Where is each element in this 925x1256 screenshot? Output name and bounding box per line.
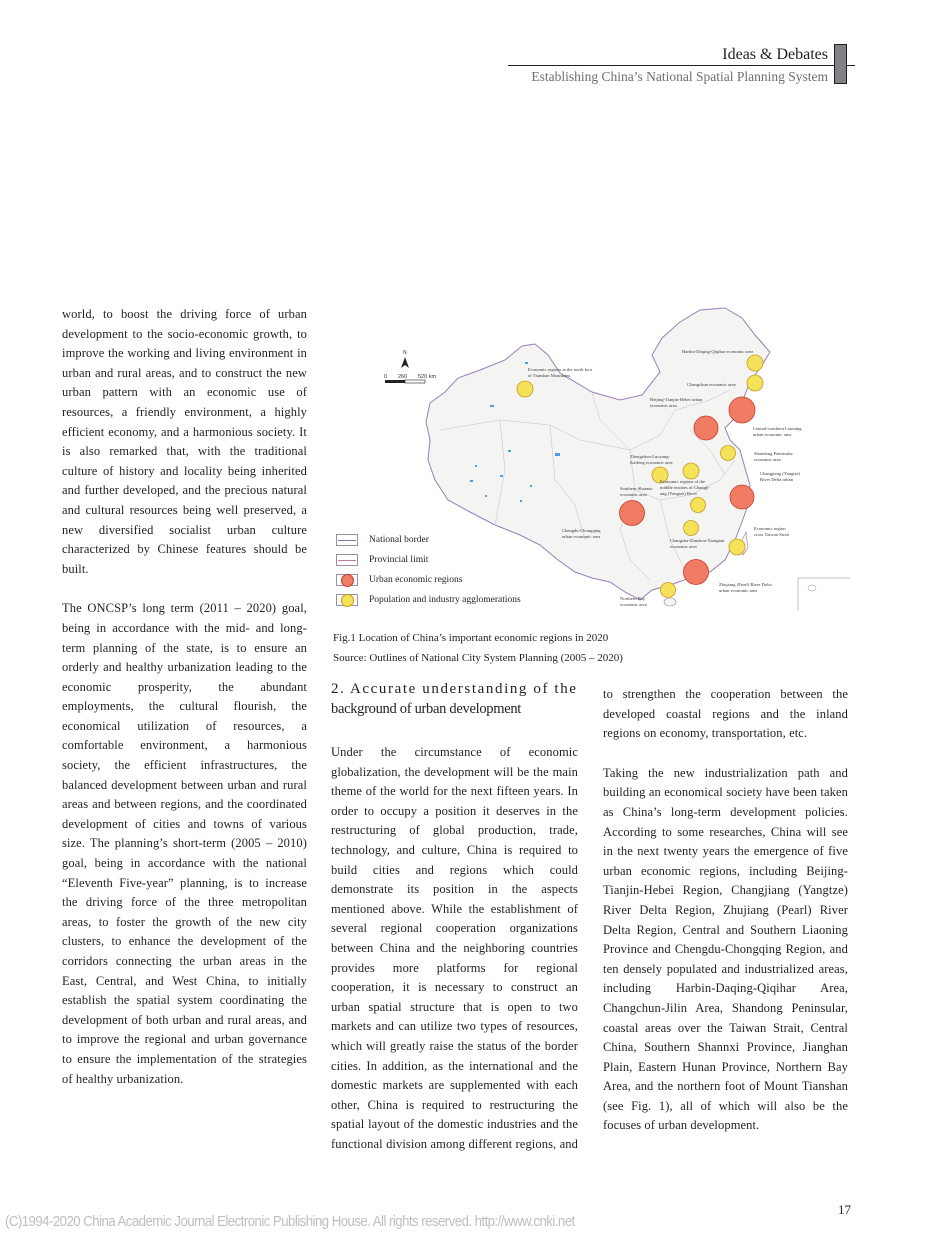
body-paragraph: Taking the new industrialization path and building an economical society have been taken as China’s long-term development policies. According to some researches, China will see in the next twenty years the emergence of five urban economic regions, including Beijing-Tianjin-Hebei Region, Changjiang (Yangtze) River Delta Region, Zhujiang (Pearl) River Delta Region, Central and Southern Liaoning Province and Chengdu-Chongqing Region, and ten densely populated and industrialized areas, including Harbin-Daqing-Qiqihar Area, Changchun-Jilin Area, Shandong Peninsular, coastal areas over the Taiwan Strait, Central China, Southern Shannxi Province, Jianghan Plain, Eastern Hunan Province, Northern Bay Area, and the northern foot of Mount Tianshan (see Fig. 1), all of which will also be the focuses of urban development. xyxy=(603,765,848,1133)
section-label: Ideas & Debates xyxy=(722,46,828,63)
svg-text:urban economic area: urban economic area xyxy=(562,534,601,539)
legend-label: National border xyxy=(369,535,429,545)
legend-item-urban-economic-regions xyxy=(336,570,521,590)
page-number: 17 xyxy=(838,1202,851,1217)
svg-text:Zhujiang (Pearl) River Delta: Zhujiang (Pearl) River Delta xyxy=(719,582,772,587)
provincial-limit-swatch-icon xyxy=(336,554,358,566)
svg-text:Chengdu-Chongqing: Chengdu-Chongqing xyxy=(562,528,601,533)
legend-label: Provincial limit xyxy=(369,555,429,565)
svg-text:urban economic area: urban economic area xyxy=(719,588,758,593)
svg-text:Economic region: Economic region xyxy=(754,526,786,531)
legend-item-provincial-limit xyxy=(336,550,521,570)
svg-text:economic area: economic area xyxy=(620,492,647,497)
body-paragraph: Under the circumstance of economic globalization, the development will be the main theme of the world for the next fifteen years. In order to occupy a position it deserves in the restructuring of global production, trade, technology, and culture, China is required to build cities and regions which could demonstrate its position in the aspects mentioned above. While the establishment of several regional cooperation organizations between China and the neighboring countries provides more platforms for regional cooperation, it is necessary to construct an urban spatial structure that is open to two markets and can utilize two types of resources, which will greatly raise the status of the border cities. In addition, as the international and the domestic markets are supplemented with each other, China is required to restructuring the spatial layout of the domestic industries and the functional division among different regions, and xyxy=(331,745,578,1151)
column-3 xyxy=(603,685,848,1136)
legend-label: Population and industry agglomerations xyxy=(369,595,521,605)
svg-text:economic area: economic area xyxy=(650,403,677,408)
svg-text:520 km: 520 km xyxy=(418,374,437,380)
article-subtitle: Establishing China’s National Spatial Planning System xyxy=(531,69,828,84)
body-paragraph: The ONCSP’s long term (2011 – 2020) goal, being in accordance with the mid- and long-term planning of the state, is to ensure an orderly and healthy urbanization leading to the economic prosperity, the abundant employments, the cultural flourish, the economical utilization of resources, a comfortable environment, a harmonious society, the efficient infrastructures, the balanced development between urban and rural areas and between regions, and the coordinated development of cities and towns of various size. The planning’s short-term (2005 – 2010) goal, being in accordance with the national “Eleventh Five-year” planning, is to increase the driving force of the three metropolitan areas, to foster the growth of the new city clusters, to enhance the development of the corridors connecting the urban areas in the East, Central, and West China, to initially establish the spatial system coordinating the development of both urban and rural areas, and to improve the regional and urban governance to ensure the implementation of the strategies of healthy urbanization. xyxy=(62,601,307,1086)
svg-text:ang (Yangtze) River: ang (Yangtze) River xyxy=(660,491,698,496)
svg-text:Beijing-Tianjin-Hebei urban: Beijing-Tianjin-Hebei urban xyxy=(650,397,703,402)
svg-text:middle reaches of Changji-: middle reaches of Changji- xyxy=(660,485,710,490)
svg-text:Economic regions of the: Economic regions of the xyxy=(660,479,706,484)
svg-text:Northern Bay: Northern Bay xyxy=(620,596,646,601)
body-paragraph: to strengthen the cooperation between the developed coastal regions and the inland regions on economy, transportation, etc. xyxy=(603,687,848,741)
caption-source: Source: Outlines of National City System Planning (2005 – 2020) xyxy=(333,652,623,664)
svg-text:Harbin-Daqing-Qiqihar economic: Harbin-Daqing-Qiqihar economic area xyxy=(682,349,754,354)
map-legend xyxy=(336,530,521,610)
svg-text:Changchun economic area: Changchun economic area xyxy=(687,382,736,387)
section-tab-marker xyxy=(834,44,847,84)
caption-title: Fig.1 Location of China’s important economic regions in 2020 xyxy=(333,632,609,644)
svg-text:economic area: economic area xyxy=(754,457,781,462)
svg-text:Economic regions at the north: Economic regions at the north foot xyxy=(528,367,592,372)
svg-text:Kaifeng economic area: Kaifeng economic area xyxy=(630,460,673,465)
header-rule xyxy=(508,65,855,66)
copyright-footer: (C)1994-2020 China Academic Journal Electronic Publishing House. All rights reserved. http://www.cnki.net xyxy=(5,1213,575,1230)
section-heading-line-1: 2. Accurate understanding of the xyxy=(331,681,578,697)
svg-text:economic area: economic area xyxy=(670,544,697,549)
legend-item-agglomerations xyxy=(336,590,521,610)
south-china-sea-inset xyxy=(798,578,850,610)
svg-text:Shandong Peninsular: Shandong Peninsular xyxy=(754,451,793,456)
svg-text:cross Taiwan Strait: cross Taiwan Strait xyxy=(754,532,790,537)
svg-text:Changjiang (Yangtze): Changjiang (Yangtze) xyxy=(760,471,801,476)
red-circle-icon xyxy=(336,574,358,586)
figure-caption xyxy=(333,628,623,668)
column-1 xyxy=(62,305,307,1089)
legend-item-national-border xyxy=(336,530,521,550)
column-2 xyxy=(331,743,578,1154)
svg-text:economic area: economic area xyxy=(620,602,647,607)
svg-text:River Delta urban: River Delta urban xyxy=(760,477,793,482)
svg-text:of Tianshan Mountains: of Tianshan Mountains xyxy=(528,373,571,378)
national-border-swatch-icon xyxy=(336,534,358,546)
legend-label: Urban economic regions xyxy=(369,575,463,585)
yellow-circle-icon xyxy=(336,594,358,606)
svg-text:Central-southern Liaoning: Central-southern Liaoning xyxy=(753,426,802,431)
svg-text:Changsha-Zhuzhou-Xiangtan: Changsha-Zhuzhou-Xiangtan xyxy=(670,538,725,543)
body-paragraph: world, to boost the driving force of urban development to the socio-economic growth, to improve the working and living environment in urban and rural areas, and to construct the new urban pattern with an economic use of resources, a friendly environment, a highly efficient economy, and a harmonious society. It is also remarked that, with the traditional culture of history and locality being inherited and further developed, and the precious natural and cultural resources being well preserved, a new diversified socialist urban culture characterized by Chinese features should be built. xyxy=(62,307,307,576)
scale-bar xyxy=(384,374,436,383)
section-heading-line-2: background of urban development xyxy=(331,701,522,717)
section-heading xyxy=(331,679,578,719)
svg-text:Zhengzhou-Luoyang-: Zhengzhou-Luoyang- xyxy=(630,454,671,459)
svg-text:Southern Shaanxi: Southern Shaanxi xyxy=(620,486,653,491)
svg-text:260: 260 xyxy=(398,374,408,380)
svg-text:N: N xyxy=(403,350,407,356)
svg-text:0: 0 xyxy=(384,374,388,380)
north-arrow-icon xyxy=(401,350,409,368)
svg-text:urban economic area: urban economic area xyxy=(753,432,792,437)
